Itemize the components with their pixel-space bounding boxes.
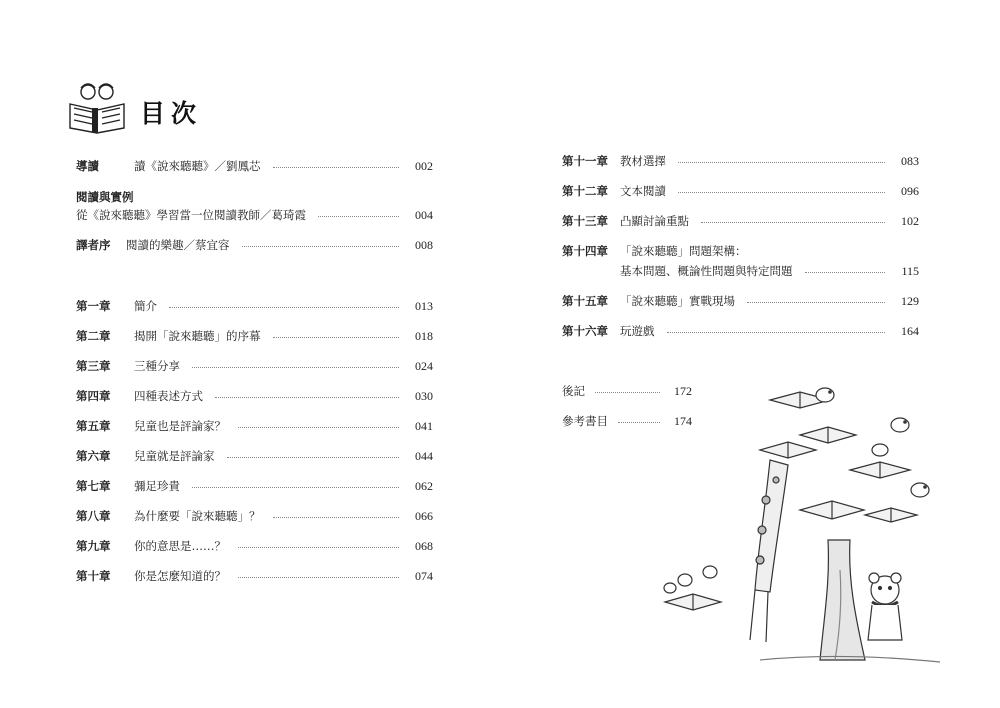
- toc-entry-reading-example[interactable]: [76, 207, 433, 223]
- toc-entry-foreword[interactable]: [76, 158, 433, 174]
- entry-page: 008: [415, 237, 433, 252]
- chapter-page: 115: [901, 263, 919, 278]
- chapter-title: 揭開「說來聽聽」的序幕: [134, 329, 261, 343]
- toc-entry-chapter-9[interactable]: [76, 538, 433, 554]
- entry-label: 參考書目: [562, 414, 608, 428]
- chapter-title: 「說來聽聽」實戰現場: [620, 294, 735, 308]
- leader-dots: [273, 167, 400, 168]
- entry-label: 譯者序: [76, 238, 111, 252]
- chapter-title: 為什麼要「說來聽聽」？: [134, 509, 261, 523]
- toc-entry-chapter-4[interactable]: [76, 388, 433, 404]
- chapter-title: 玩遊戲: [620, 324, 655, 338]
- entry-title: 閱讀的樂趣／蔡宜容: [126, 238, 230, 252]
- toc-entry-chapter-14-heading[interactable]: [562, 243, 747, 259]
- chapter-label: 第十二章: [562, 184, 608, 198]
- entry-page: 004: [415, 207, 433, 222]
- chapter-page: 044: [415, 448, 433, 463]
- entry-title: 從《說來聽聽》學習當一位閱讀教師／葛琦霞: [76, 208, 306, 222]
- chapter-page: 074: [415, 568, 433, 583]
- reading-children-logo-icon: [66, 78, 128, 134]
- leader-dots: [678, 192, 885, 193]
- chapter-title: 凸顯討論重點: [620, 214, 689, 228]
- chapter-page: 013: [415, 298, 433, 313]
- chapter-page: 164: [901, 323, 919, 338]
- chapter-label: 第十五章: [562, 294, 608, 308]
- toc-entry-translator-preface[interactable]: [76, 237, 433, 253]
- leader-dots: [169, 307, 399, 308]
- chapter-subtitle: 基本問題、概論性問題與特定問題: [620, 264, 793, 278]
- toc-entry-chapter-1[interactable]: [76, 298, 433, 314]
- chapter-page: 018: [415, 328, 433, 343]
- chapter-label: 第三章: [76, 359, 111, 373]
- leader-dots: [238, 427, 399, 428]
- chapter-title: 三種分享: [134, 359, 180, 373]
- chapter-page: 062: [415, 478, 433, 493]
- chapter-label: 第六章: [76, 449, 111, 463]
- page-title: 目次: [140, 99, 203, 128]
- chapter-title: 簡介: [134, 299, 157, 313]
- chapter-label: 第二章: [76, 329, 111, 343]
- chapter-page: 083: [901, 153, 919, 168]
- chapter-page: 041: [415, 418, 433, 433]
- chapter-title: 你是怎麼知道的？: [134, 569, 226, 583]
- chapter-title: 兒童也是評論家？: [134, 419, 226, 433]
- toc-entry-chapter-5[interactable]: [76, 418, 433, 434]
- toc-entry-chapter-15[interactable]: [562, 293, 919, 309]
- entry-page: 002: [415, 158, 433, 173]
- chapter-page: 068: [415, 538, 433, 553]
- chapter-title: 四種表述方式: [134, 389, 203, 403]
- leader-dots: [192, 367, 399, 368]
- entry-page: 172: [674, 383, 692, 398]
- entry-label: 後記: [562, 384, 585, 398]
- leader-dots: [667, 332, 886, 333]
- leader-dots: [242, 246, 400, 247]
- leader-dots: [318, 216, 399, 217]
- toc-entry-chapter-12[interactable]: [562, 183, 919, 199]
- leader-dots: [238, 577, 399, 578]
- chapter-label: 第一章: [76, 299, 111, 313]
- chapter-label: 第十章: [76, 569, 111, 583]
- chapter-title: 彌足珍貴: [134, 479, 180, 493]
- toc-entry-chapter-8[interactable]: [76, 508, 433, 524]
- toc-entry-chapter-11[interactable]: [562, 153, 919, 169]
- chapter-page: 096: [901, 183, 919, 198]
- chapter-title: 教材選擇: [620, 154, 666, 168]
- chapter-label: 第七章: [76, 479, 111, 493]
- toc-entry-chapter-13[interactable]: [562, 213, 919, 229]
- chapter-label: 第五章: [76, 419, 111, 433]
- chapter-label: 第十一章: [562, 154, 608, 168]
- chapter-title: 你的意思是……？: [134, 539, 226, 553]
- entry-title: 讀《說來聽聽》／劉鳳芯: [134, 159, 261, 173]
- chapter-label: 第九章: [76, 539, 111, 553]
- book-tree-illustration: [650, 340, 950, 670]
- chapter-label: 第十四章: [562, 244, 608, 258]
- leader-dots: [701, 222, 885, 223]
- chapter-label: 第十六章: [562, 324, 608, 338]
- chapter-label: 第十三章: [562, 214, 608, 228]
- toc-entry-chapter-10[interactable]: [76, 568, 433, 584]
- chapter-page: 129: [901, 293, 919, 308]
- entry-label: 導讀: [76, 159, 99, 173]
- leader-dots: [238, 547, 399, 548]
- leader-dots: [747, 302, 885, 303]
- leader-dots: [678, 162, 885, 163]
- chapter-title: 「說來聽聽」問題架構：: [620, 244, 747, 258]
- chapter-label: 第八章: [76, 509, 111, 523]
- toc-entry-chapter-16[interactable]: [562, 323, 919, 339]
- leader-dots: [273, 337, 400, 338]
- chapter-label: 第四章: [76, 389, 111, 403]
- chapter-page: 066: [415, 508, 433, 523]
- leader-dots: [805, 272, 886, 273]
- chapter-page: 030: [415, 388, 433, 403]
- toc-entry-chapter-7[interactable]: [76, 478, 433, 494]
- toc-entry-chapter-14[interactable]: [620, 263, 919, 279]
- section-heading: 閱讀與實例: [76, 190, 134, 204]
- toc-entry-chapter-2[interactable]: [76, 328, 433, 344]
- chapter-title: 文本閱讀: [620, 184, 666, 198]
- leader-dots: [227, 457, 400, 458]
- toc-entry-chapter-6[interactable]: [76, 448, 433, 464]
- entry-page: 174: [674, 413, 692, 428]
- chapter-title: 兒童就是評論家: [134, 449, 215, 463]
- toc-entry-chapter-3[interactable]: [76, 358, 433, 374]
- chapter-page: 024: [415, 358, 433, 373]
- chapter-page: 102: [901, 213, 919, 228]
- leader-dots: [192, 487, 399, 488]
- leader-dots: [215, 397, 399, 398]
- leader-dots: [273, 517, 400, 518]
